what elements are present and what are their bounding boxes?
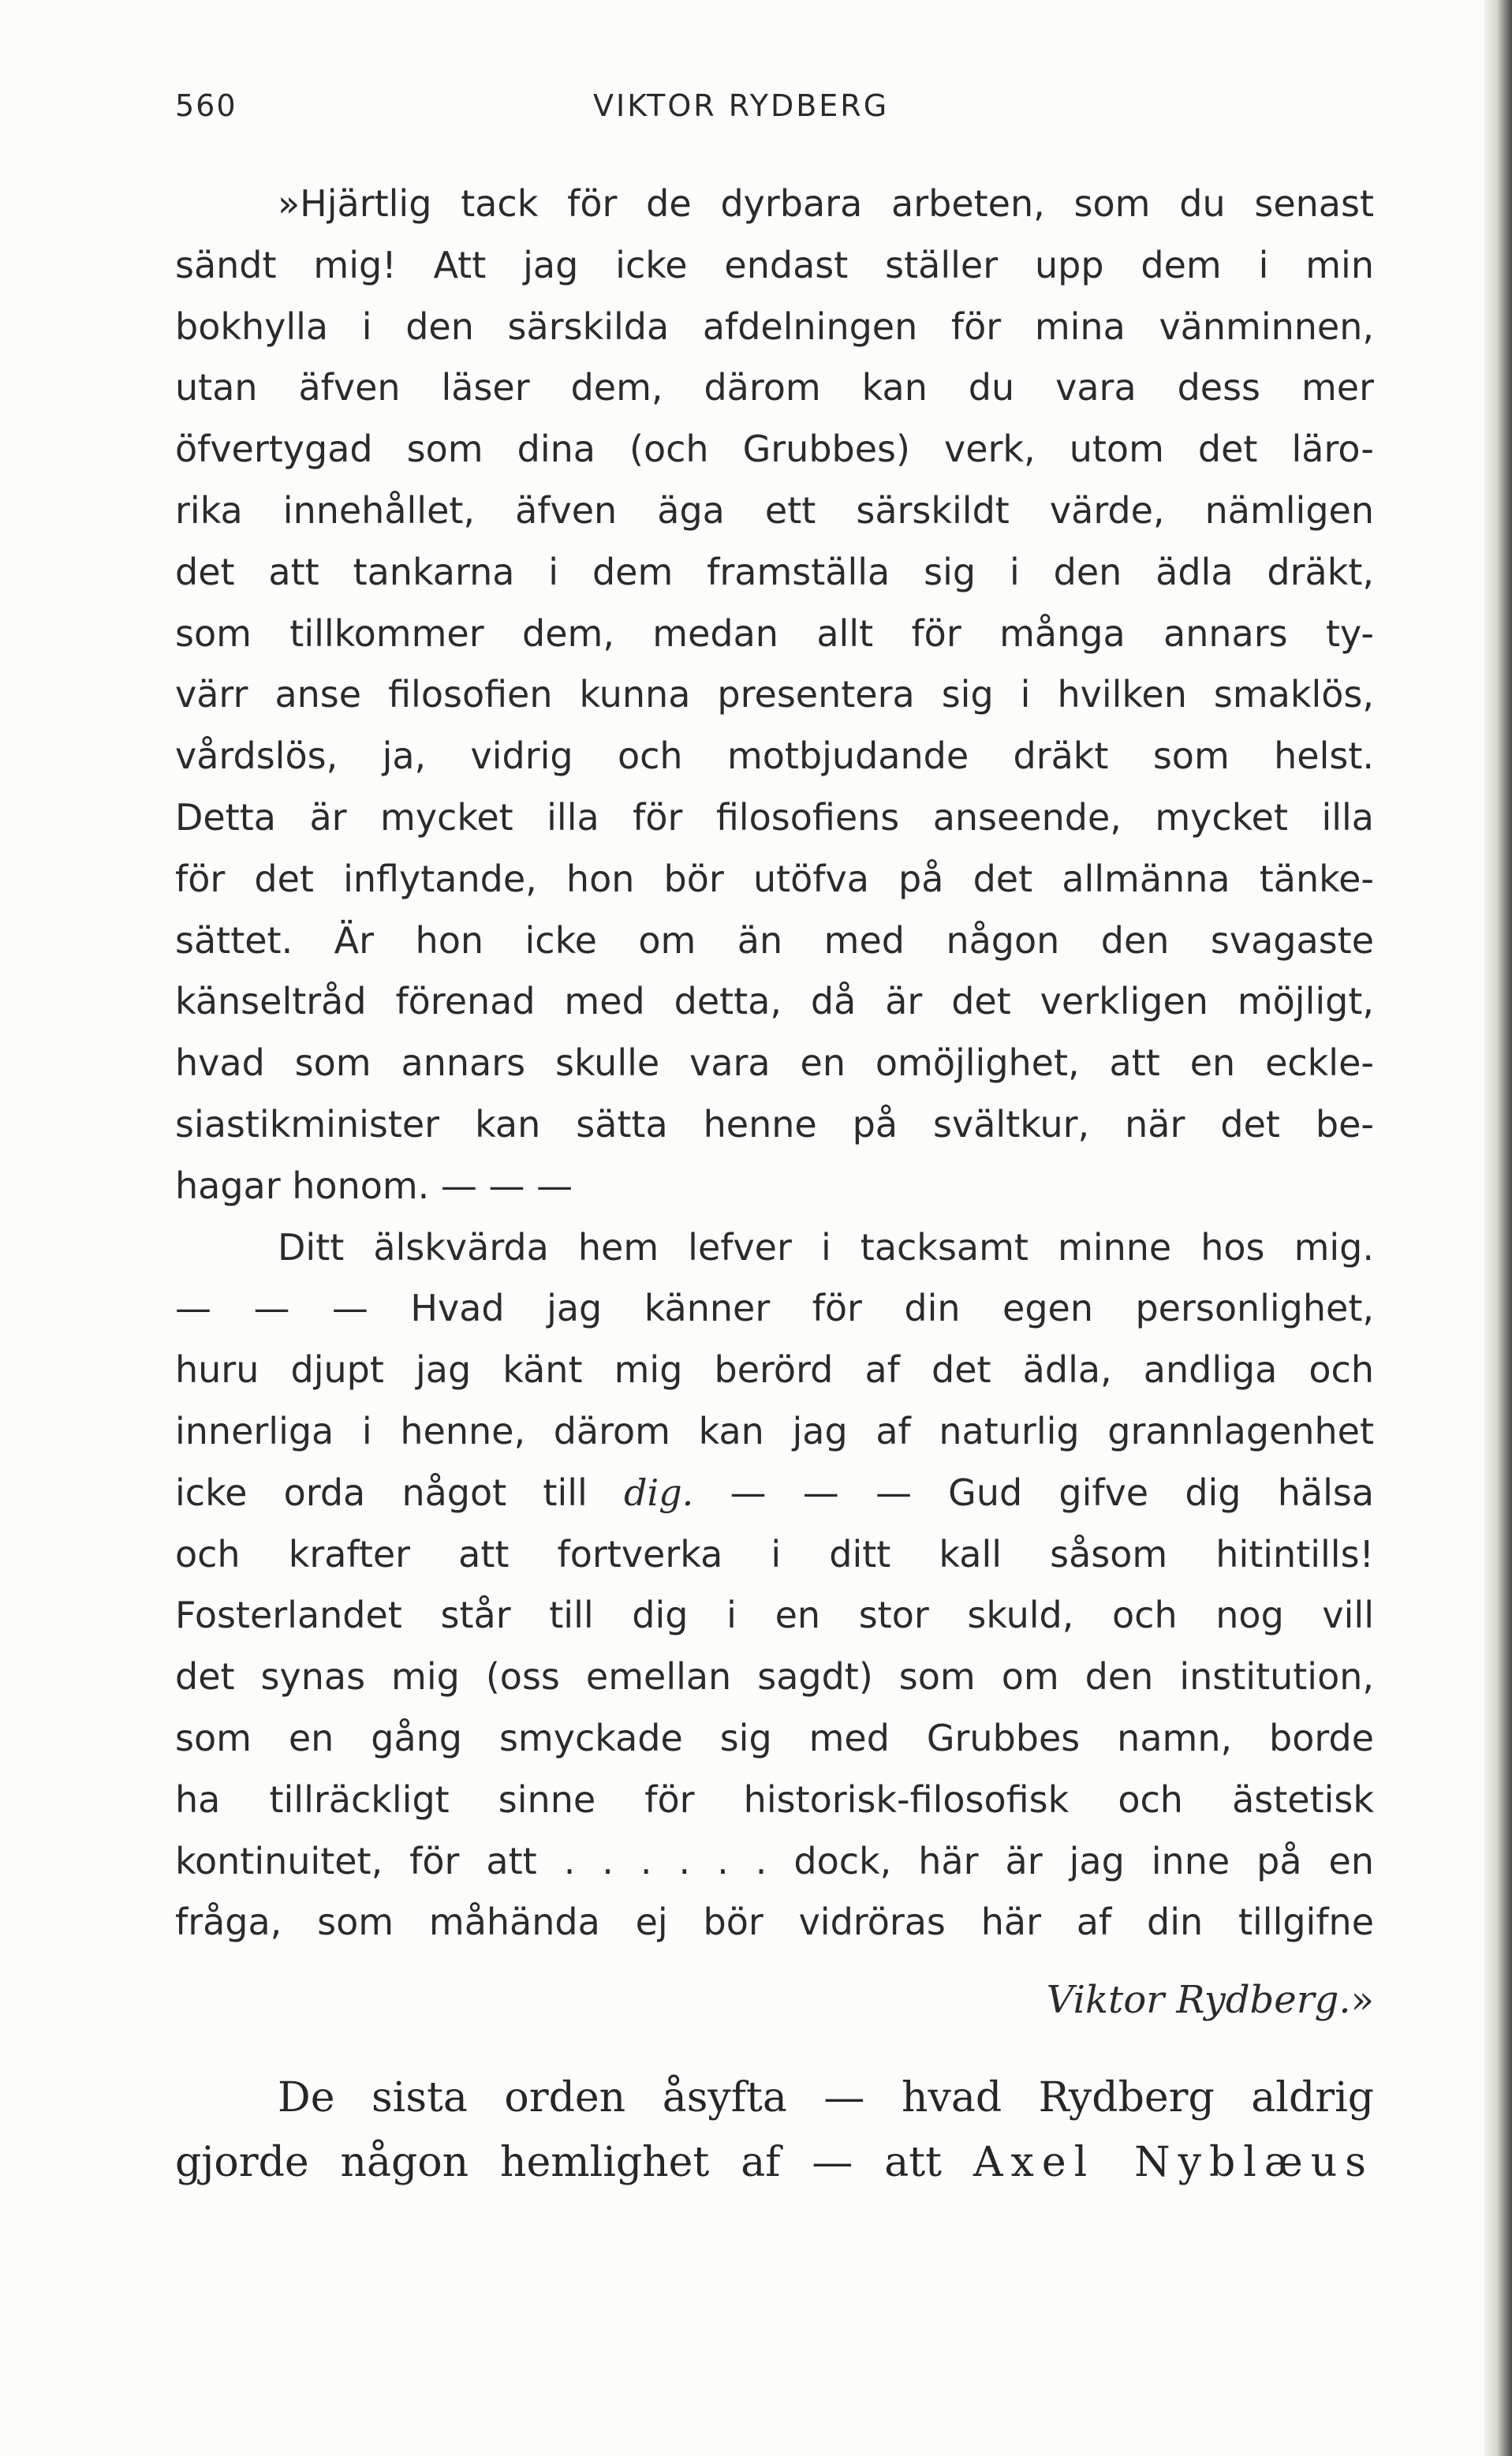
text-fragment: — — — Gud gifve dig hälsa bbox=[730, 1471, 1375, 1514]
text-line-mixed bbox=[175, 2130, 1374, 2195]
text-line: »Hjärtlig tack för de dyrbara arbeten, som du senast bbox=[278, 182, 1374, 225]
text-line: sättet. Är hon icke om än med någon den svagaste bbox=[175, 918, 1374, 962]
text-line: ha tillräckligt sinne för historisk-filosofisk och ästetisk bbox=[175, 1778, 1374, 1821]
page-header bbox=[175, 88, 1374, 136]
text-line: öfvertygad som dina (och Grubbes) verk, utom det läro- bbox=[175, 428, 1374, 471]
text-line-mixed bbox=[175, 1463, 1374, 1524]
letter-quote bbox=[175, 174, 1374, 2039]
text-line: hvad som annars skulle vara en omöjlighet, att en eckle- bbox=[175, 1041, 1374, 1085]
text-line: bokhylla i den särskilda afdelningen för mina vänminnen, bbox=[175, 305, 1374, 348]
text-line: innerliga i henne, därom kan jag af naturlig grannlagenhet bbox=[175, 1409, 1374, 1452]
text-line: Fosterlandet står till dig i en stor skuld, och nog vill bbox=[175, 1594, 1374, 1637]
book-spine-shadow bbox=[1484, 0, 1512, 2456]
text-line: som en gång smyckade sig med Grubbes namn, borde bbox=[175, 1716, 1374, 1759]
text-line: Ditt älskvärda hem lefver i tacksamt minne hos mig. bbox=[278, 1225, 1374, 1269]
text-line: kontinuitet, för att . . . . . . dock, här är jag inne på en bbox=[175, 1839, 1374, 1882]
text-fragment: gjorde någon hemlighet af — att bbox=[175, 2139, 943, 2186]
text-line: Detta är mycket illa för filosofiens anseende, mycket illa bbox=[175, 795, 1374, 839]
page-number: 560 bbox=[175, 88, 237, 123]
text-line: värr anse filosofien kunna presentera sig i hvilken smaklös, bbox=[175, 673, 1374, 716]
text-line: utan äfven läser dem, därom kan du vara dess mer bbox=[175, 366, 1374, 409]
signature bbox=[175, 1961, 1374, 2039]
text-line: det synas mig (oss emellan sagdt) som om den institution, bbox=[175, 1655, 1374, 1699]
text-fragment: icke orda något till bbox=[175, 1471, 588, 1514]
text-line: och krafter att fortverka i ditt kall såsom hitintills! bbox=[175, 1532, 1374, 1576]
text-line: sändt mig! Att jag icke endast ställer upp dem i min bbox=[175, 243, 1374, 286]
signature-name: Viktor Rydberg. bbox=[1046, 1978, 1351, 2023]
text-line: det att tankarna i dem framställa sig i den ädla dräkt, bbox=[175, 550, 1374, 593]
text-line: huru djupt jag känt mig berörd af det ädla, andliga och bbox=[175, 1348, 1374, 1392]
spaced-name: Axel Nyblæus bbox=[973, 2139, 1374, 2186]
text-line: känseltråd förenad med detta, då är det verkligen möjligt, bbox=[175, 980, 1374, 1023]
text-line: rika innehållet, äfven äga ett särskildt värde, nämligen bbox=[175, 488, 1374, 532]
text-line: fråga, som måhända ej bör vidröras här af din tillgifne bbox=[175, 1901, 1374, 1944]
text-line: som tillkommer dem, medan allt för många annars ty- bbox=[175, 611, 1374, 655]
text-line: vårdslös, ja, vidrig och motbjudande dräkt som helst. bbox=[175, 735, 1374, 778]
running-head: VIKTOR RYDBERG bbox=[593, 88, 890, 123]
italic-word: dig. bbox=[624, 1471, 694, 1514]
text-line: — — — Hvad jag känner för din egen personlighet, bbox=[175, 1287, 1374, 1330]
closing-quote: » bbox=[1350, 1978, 1374, 2023]
commentary-paragraph bbox=[175, 2065, 1374, 2195]
text-line: hagar honom. — — — bbox=[175, 1164, 573, 1207]
text-line: för det inflytande, hon bör utöfva på det allmänna tänke- bbox=[175, 857, 1374, 900]
text-line: siastikminister kan sätta henne på svältkur, när det be- bbox=[175, 1102, 1374, 1146]
text-line: De sista orden åsyfta — hvad Rydberg aldrig bbox=[278, 2074, 1374, 2121]
